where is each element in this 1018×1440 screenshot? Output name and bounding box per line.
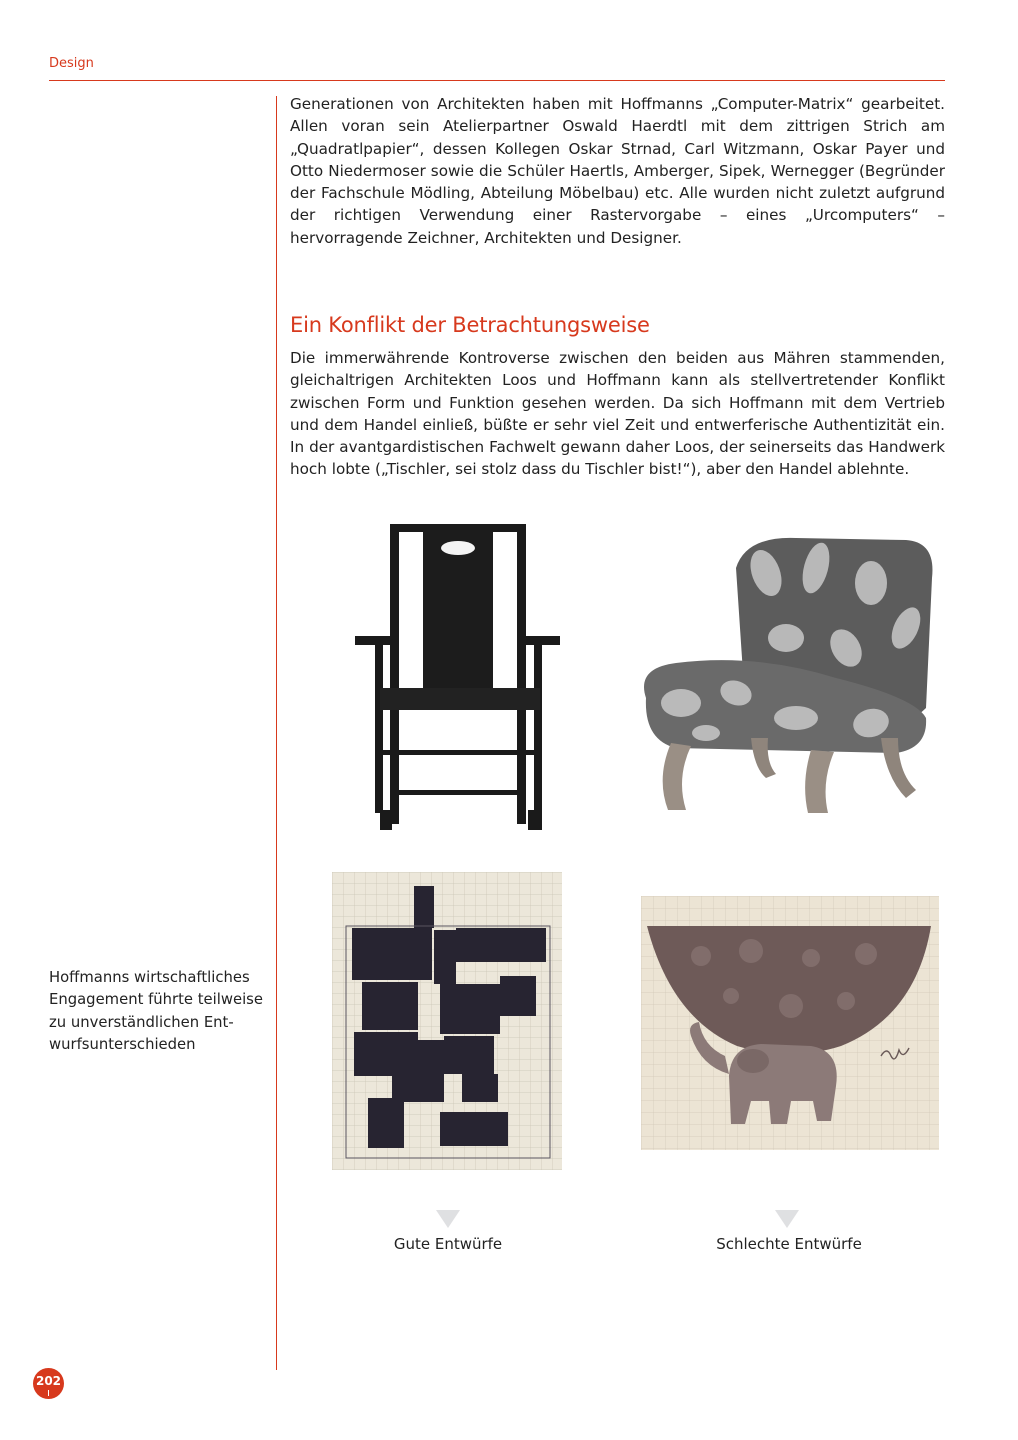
grid-sketch-good-design: [332, 872, 562, 1170]
caption-good-designs: Gute Entwürfe: [393, 1235, 503, 1253]
page-number: 202: [35, 1374, 62, 1388]
page-number-tick: [48, 1390, 49, 1396]
section-label: Design: [49, 56, 94, 71]
section-paragraph: Die immerwährende Kontroverse zwischen den beiden aus Mähren stammenden, gleichaltrigen Architekten Loos und Hoffmann kann als stellvertretender Konflikt zwischen Form und Funktion gesehen werden. Da sich Hoffmann mit dem Vertrieb und dem Handel einließ, büßte er sehr viel Zeit und entwerferische Authentizität ein. In der avantgardistischen Fachwelt gewann daher Loos, der seinerseits das Handwerk hoch lobte („Tischler, sei stolz dass du Tischler bist!“), aber den Handel ablehnte.: [290, 349, 945, 479]
page-number-badge: [33, 1368, 64, 1399]
arrow-down-icon: [436, 1210, 460, 1228]
intro-paragraph: Generationen von Architekten haben mit Hoffmanns „Computer-Matrix“ gearbeitet. Allen voran sein Atelierpartner Oswald Haerdtl mit dem zittrigen Strich am „Quadratlpapier“, dessen Kollegen Oskar Strnad, Carl Witzmann, Oskar Payer und Otto Niedermoser sowie die Schüler Haertls, Amberger, Sipek, Wernegger (Begründer der Fachschule Mödling, Abteilung Möbelbau) etc. Alle wurden nicht zuletzt aufgrund der richtigen Verwendung einer Rastervorgabe – eines „Urcomputers“ – hervorragende Zeichner, Architekten und Designer.: [290, 95, 945, 247]
sidenote: Hoffmanns wirtschaftliches Engagement führte teilweise zu unverständlichen Entwurfsunterschieden: [49, 969, 263, 1054]
column-rule: [276, 96, 277, 1370]
elephant-vase-sketch-bad-design: [641, 896, 939, 1150]
header-rule: [49, 80, 945, 81]
black-armchair-photo: [350, 520, 560, 835]
patterned-chair-photo: [636, 528, 936, 818]
caption-bad-designs: Schlechte Entwürfe: [716, 1235, 862, 1253]
arrow-down-icon: [775, 1210, 799, 1228]
section-heading: Ein Konflikt der Betrachtungsweise: [290, 313, 650, 337]
